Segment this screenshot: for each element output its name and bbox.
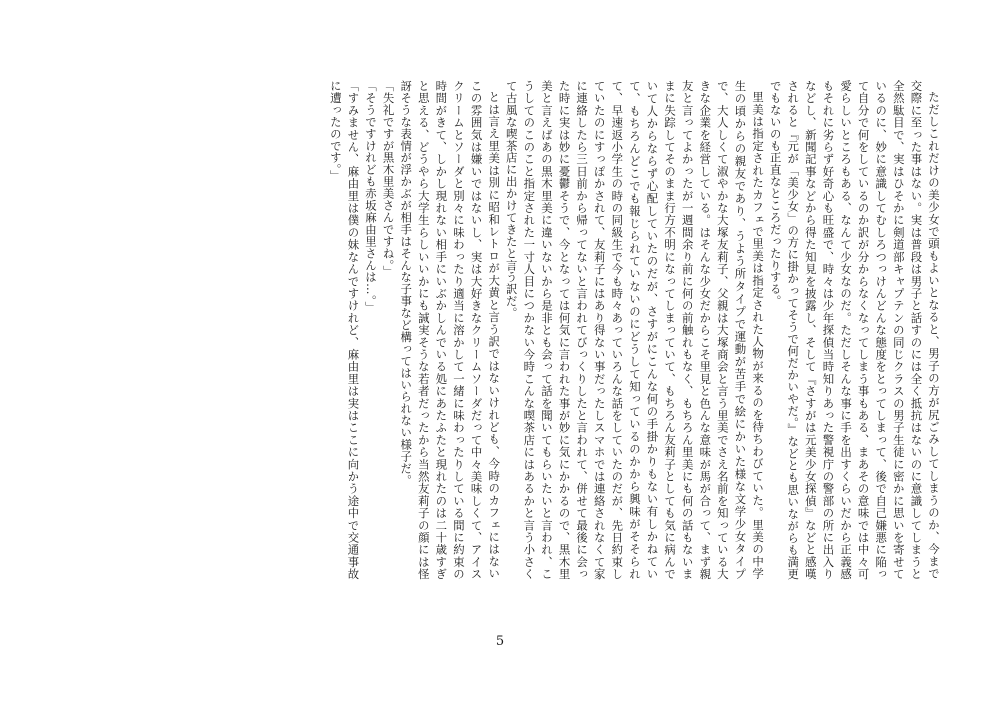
dialogue-line-3: 「すみません、麻由里は僕の妹なんですけれど、麻由里は実はここに向かう途中で交通事故に遭ったのです。」 <box>328 80 361 580</box>
paragraph-3: とは言え里美は別に昭和レトロが大黄と言う訳ではないけれども、今時のカフェにはないこの雰囲気は嫌いではないし、実は大好きなクリームソーダだって中々美味しくて、アイスクリームとソーダと別々に味わったり適当に溶かして一緒に味わったりしている間に約束の時間がきて、しかし現れない相手にいぶかしんでいる処にあたふたと現れたのは二十歳すぎと思える、どうやら大学生らしいいかにも誠実そうな若者だったから当然友莉子の顔には怪訝そうな表情が浮かぶが相手はそんな子事など構ってはいられない様子だ。 <box>399 80 502 580</box>
dialogue-line-2: 「そうですけれども赤坂麻由里さんは…。」 <box>364 80 378 314</box>
paragraph-1: ただしこれだけの美少女で頭もよいとなると、男子の方が尻ごみしてしまうのか、今まで交際に至った事はない。実は普段は男子と話すのには全く抵抗はないのに意識してしまうと全然駄目で、実はひそかに剣道部キャプテンの同じクラスの男子生徒に密かに思いを寄せているのに、妙に意識してむしろつっけんどんな態度をとってしまって、後で自己嫌悪に陥って自分で何をしているのか訳が分からなくなってしまう事もある、まあその意味では中々可愛らしいところもある、なんて少女なのだ。ただしそんな事に手を出すくらいだから正義感もそれに劣らず好奇心も旺盛で、時々は少年探偵当時知りあった警視庁の警部の所に出入りなどし、新聞記事などから得た知見を披露し、そして『さすがは元美少女探偵』などと感嘆されると『元が「美少女」の方に掛かってそうで何だかいやだ。』などとも思いながらも満更でもないのも正直なところだったりする。 <box>768 80 941 580</box>
page-number: 5 <box>495 634 505 649</box>
vertical-text-body <box>62 80 942 580</box>
paragraph-2: 里美は指定されたカフェで里美は指定された人物が来るのを待ちわびていた。里美の中学生の頃からの親友であり、うよう所タイプで運動が苦手で絵にかいた様な文学少女タイプで、大人しくて淑やかな大塚友莉子、父親は大塚商会と言う里美でさえ名前を知っている大きな企業を経営している。はそんな少女だからこそ里見と色んな意味が馬が合って、まず親友と言ってよかったが一週間余り前に何の前触れもなく、もちろん里美にも何の話もないままに失踪してそのまま行方不明になってしまっていて、もちろん友莉子としても気に病んでいて人からならず心配していたのだが、さすがにこんな何の手掛かりもない有しかねていて、もちろんどこでも報じられていないのにどうして知っているのかから興味がそそられて、早速返小学生の時の同級生で今も時々あっていろんな話をしていたのだが、先日約束していたのにすっぽかされて、友莉子にはあり得ない事だったしスマホでは連絡されなくて家に連絡したら三日前から帰ってないと言われてびっくりしたと言われて、併せて最後に会った時に実は妙に憂鬱そうで、今となっては何気に言われた事が妙に気にかかるので、黒木里美と言えばあの黒木里美に違いないから是非とも会って話を聞いてもらいたいと言われ、こうしてのこのこと指定された一寸人目につかない今時こんな喫茶店にはあるかと言う小さくて古風な喫茶店に出かけてきたと言う訳だ。 <box>504 80 766 580</box>
dialogue-line-1: 「失礼ですが黒木里美さんですね。」 <box>381 80 396 278</box>
